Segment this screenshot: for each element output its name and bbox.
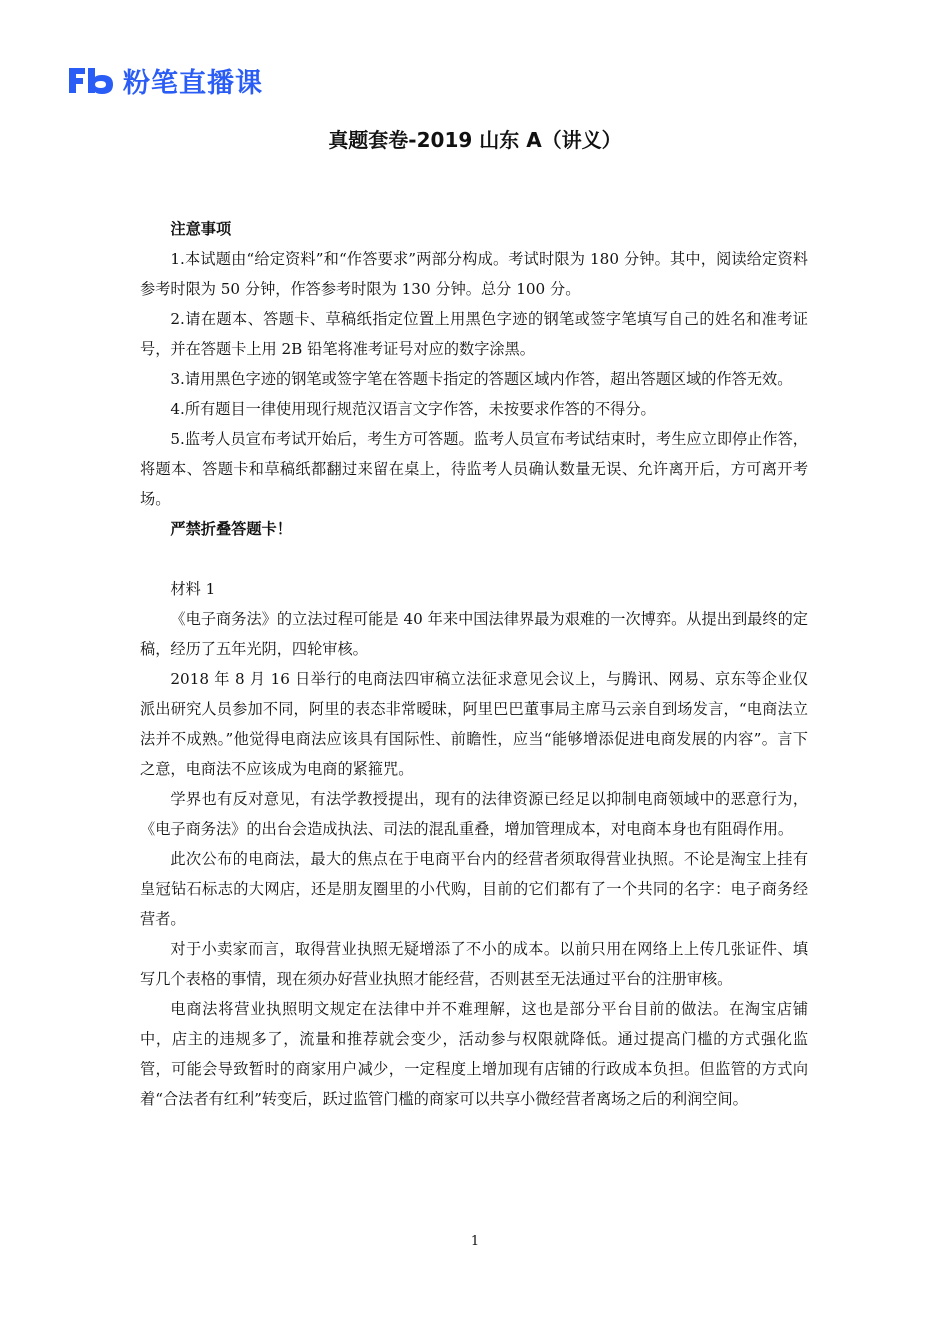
notice-item: 1.本试题由“给定资料”和“作答要求”两部分构成。考试时限为 180 分钟。其中，阅读给定资料参考时限为 50 分钟，作答参考时限为 130 分钟。总分 100 分。: [140, 250, 808, 298]
warning-text: 严禁折叠答题卡！: [170, 520, 292, 538]
page-title: 真题套卷-2019 山东 A（讲义）: [328, 128, 622, 152]
notice-item: 5.监考人员宣布考试开始后，考生方可答题。监考人员宣布考试结束时，考生应立即停止作答，将题本、答题卡和草稿纸都翻过来留在桌上，待监考人员确认数量无误、允许离开后，方可离开考场。: [140, 430, 808, 508]
material-label: 材料 1: [170, 580, 216, 598]
material-paragraph: 对于小卖家而言，取得营业执照无疑增添了不小的成本。以前只用在网络上上传几张证件、填写几个表格的事情，现在须办好营业执照才能经营，否则甚至无法通过平台的注册审核。: [140, 940, 808, 988]
brand-logo: [67, 64, 263, 99]
notice-item: 4.所有题目一律使用现行规范汉语言文字作答，未按要求作答的不得分。: [170, 400, 656, 418]
material-paragraph: 《电子商务法》的立法过程可能是 40 年来中国法律界最为艰难的一次博弈。从提出到最终的定稿，经历了五年光阴，四轮审核。: [140, 610, 808, 658]
material-paragraph: 此次公布的电商法，最大的焦点在于电商平台内的经营者须取得营业执照。不论是淘宝上挂有皇冠钻石标志的大网店，还是朋友圈里的小代购，目前的它们都有了一个共同的名字：电子商务经营者。: [140, 850, 808, 928]
notice-item: 2.请在题本、答题卡、草稿纸指定位置上用黑色字迹的钢笔或签字笔填写自己的姓名和准考证号，并在答题卡上用 2B 铅笔将准考证号对应的数字涂黑。: [140, 310, 808, 358]
notice-heading: 注意事项: [170, 220, 232, 238]
page-number: 1: [470, 1234, 480, 1249]
material-paragraph: 2018 年 8 月 16 日举行的电商法四审稿立法征求意见会议上，与腾讯、网易、京东等企业仅派出研究人员参加不同，阿里的表态非常暧昧，阿里巴巴董事局主席马云亲自到场发言，“电商法立法并不成熟。”他觉得电商法应该具有国际性、前瞻性，应当“能够增添促进电商发展的内容”。言下之意，电商法不应该成为电商的紧箍咒。: [140, 670, 808, 778]
fb-logo-icon: [67, 65, 115, 95]
material-paragraph: 学界也有反对意见，有法学教授提出，现有的法律资源已经足以抑制电商领域中的恶意行为，《电子商务法》的出台会造成执法、司法的混乱重叠，增加管理成本，对电商本身也有阻碍作用。: [140, 790, 808, 838]
document-body: [140, 214, 808, 1114]
notice-item: 3.请用黑色字迹的钢笔或签字笔在答题卡指定的答题区域内作答，超出答题区域的作答无效。: [170, 370, 793, 388]
logo-text: 粉笔直播课: [123, 67, 263, 99]
material-paragraph: 电商法将营业执照明文规定在法律中并不难理解，这也是部分平台目前的做法。在淘宝店铺中，店主的违规多了，流量和推荐就会变少，活动参与权限就降低。通过提高门槛的方式强化监管，可能会导致暂时的商家用户减少，一定程度上增加现有店铺的行政成本负担。但监管的方式向着“合法者有红利”转变后，跃过监管门槛的商家可以共享小微经营者离场之后的利润空间。: [140, 1000, 808, 1108]
